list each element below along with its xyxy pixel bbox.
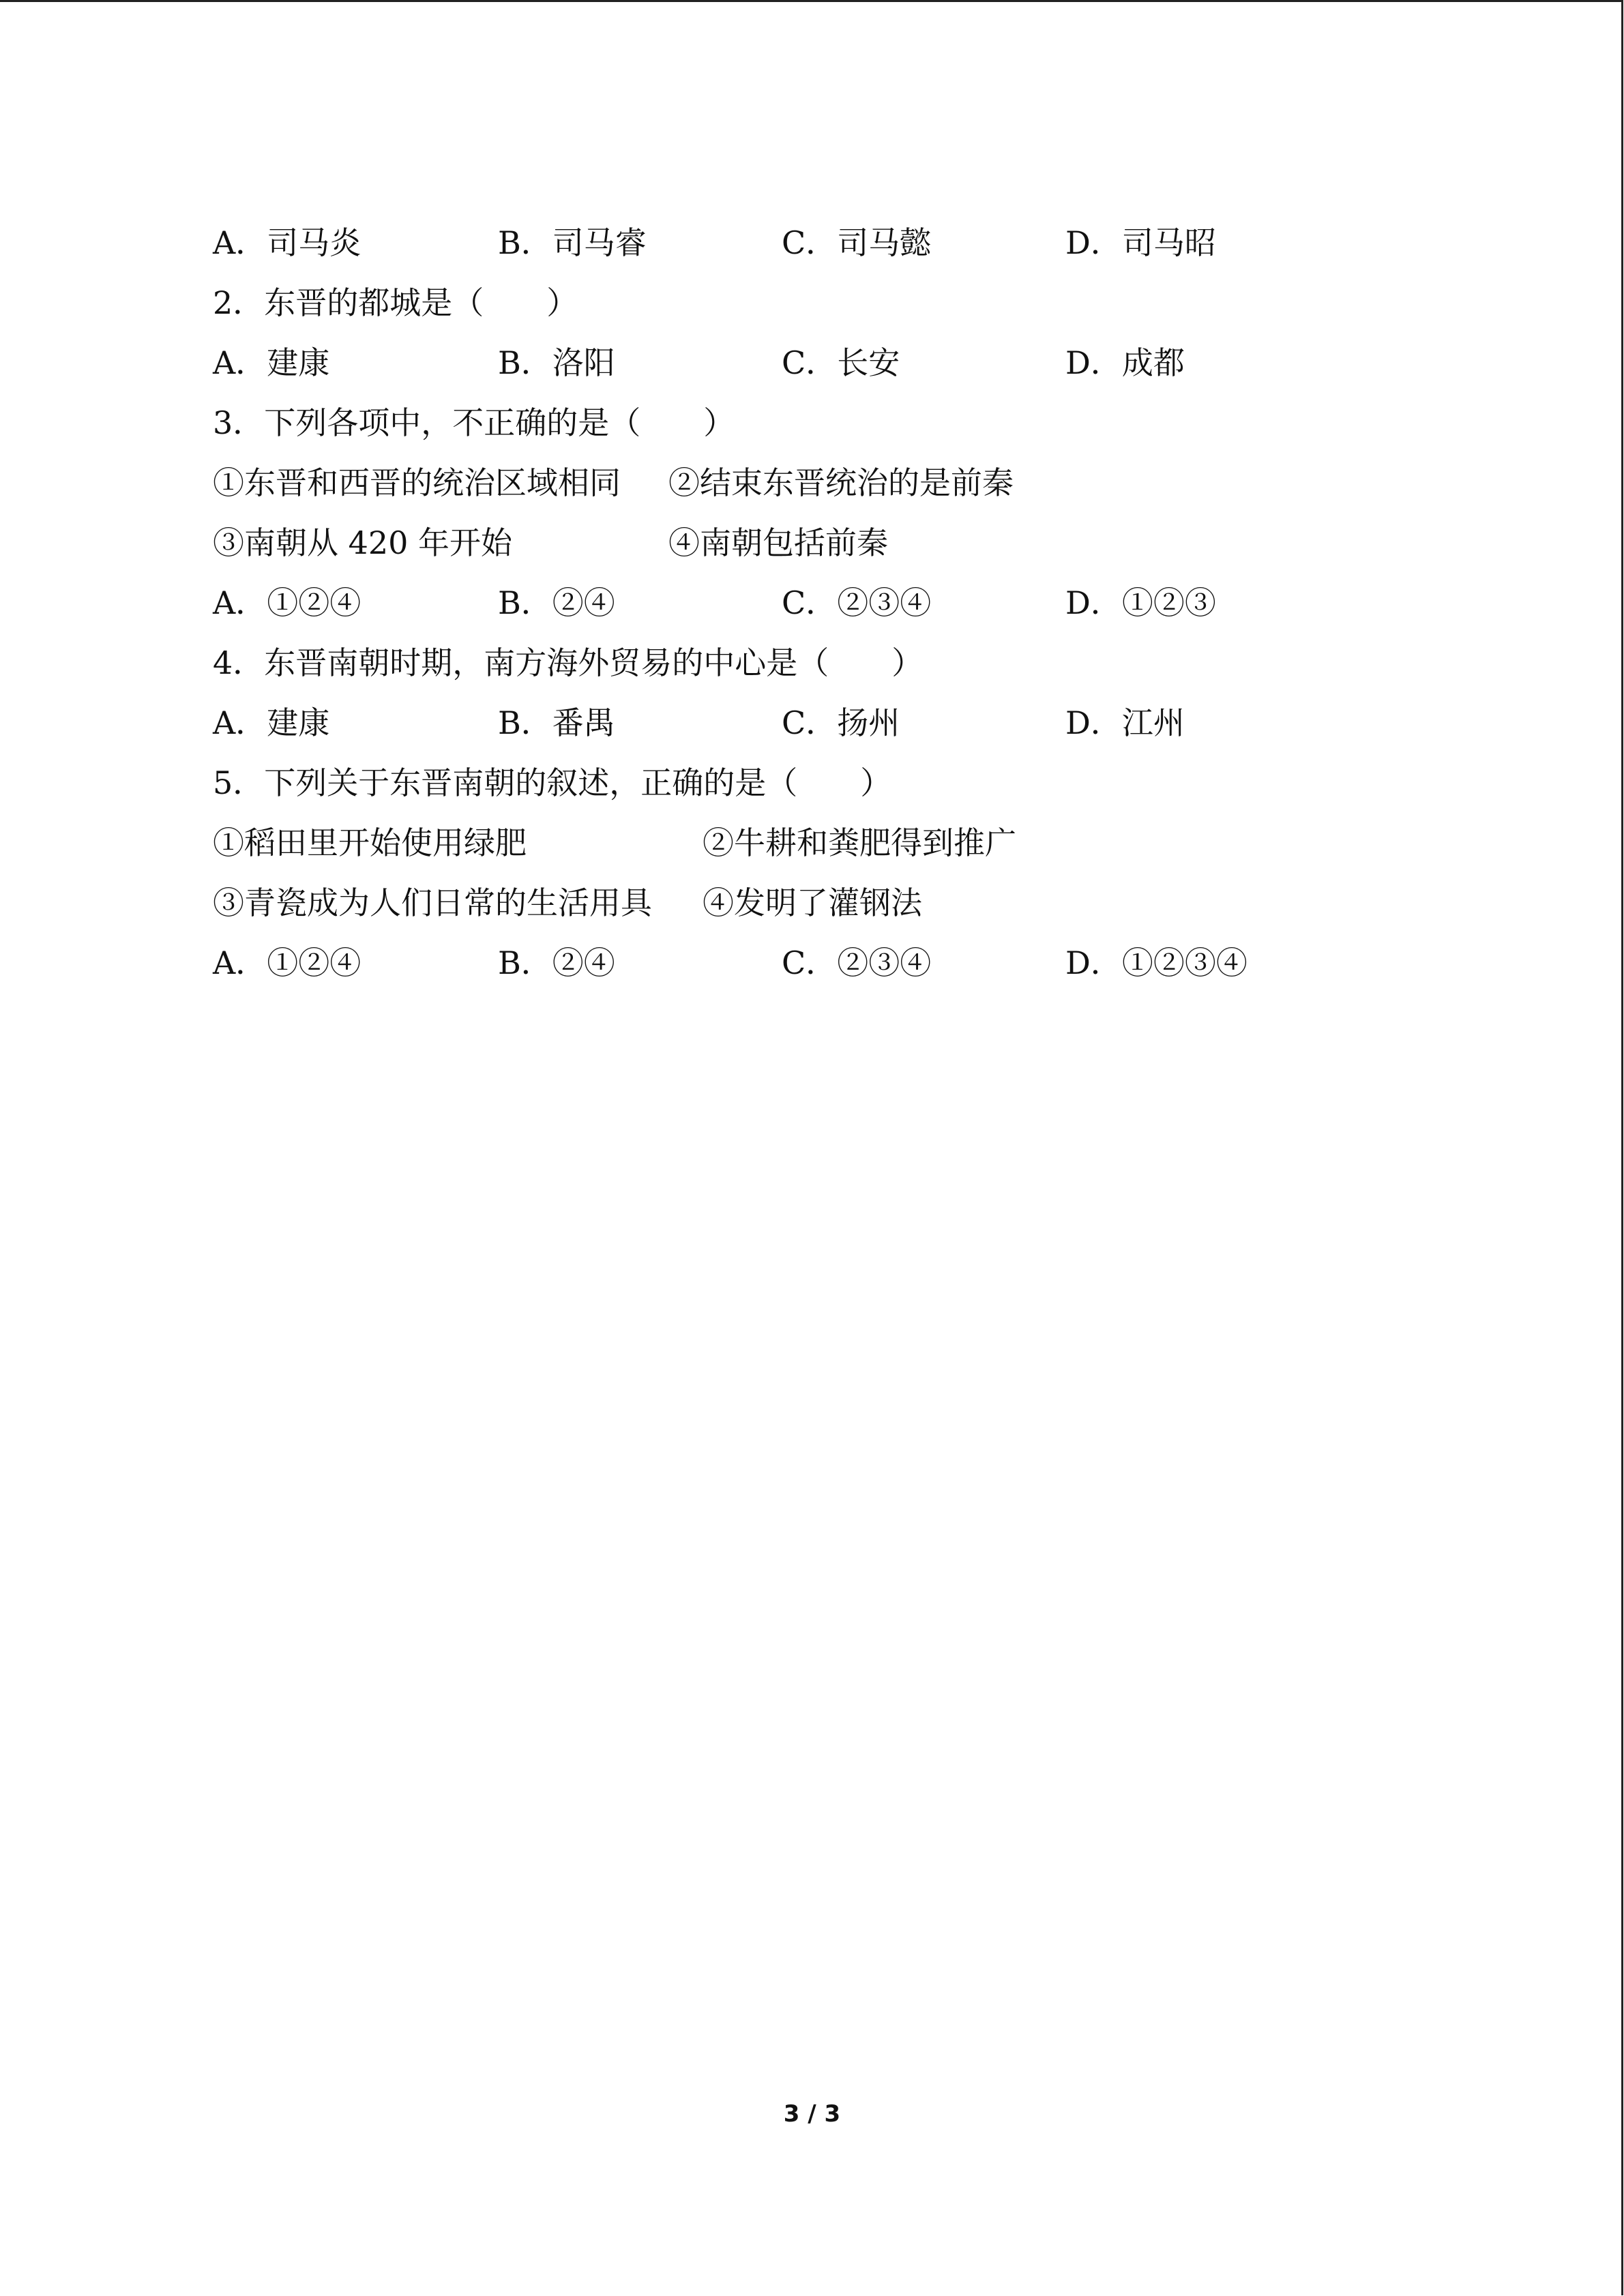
q3-stem: 3．下列各项中，不正确的是（ ） xyxy=(213,404,735,441)
q5-option-d: D．①②③④ xyxy=(1065,944,1247,981)
q1-option-b: B．司马睿 xyxy=(498,224,647,261)
q3-option-d: D．①②③ xyxy=(1065,584,1216,621)
q5-items-row-2 xyxy=(213,873,1441,933)
q5-items-row-1 xyxy=(213,813,1441,873)
q5-item-4: ④发明了灌钢法 xyxy=(703,884,922,921)
q5-item-3: ③青瓷成为人们日常的生活用具 xyxy=(213,884,652,921)
q3-items-row-1 xyxy=(213,453,1441,513)
q3-option-a: A．①②④ xyxy=(213,584,361,621)
q3-item-1: ①东晋和西晋的统治区域相同 xyxy=(213,464,621,501)
page-number: 3 / 3 xyxy=(783,2100,841,2128)
q3-option-c: C．②③④ xyxy=(782,584,932,621)
q5-options-row xyxy=(213,933,1441,993)
q3-options-row xyxy=(213,573,1441,633)
q4-option-d: D．江州 xyxy=(1065,704,1185,741)
q5-item-2: ②牛耕和粪肥得到推广 xyxy=(703,824,1016,861)
q5-stem: 5．下列关于东晋南朝的叙述，正确的是（ ） xyxy=(213,764,892,801)
question-content xyxy=(213,213,1441,993)
q2-option-a: A．建康 xyxy=(213,344,330,381)
q4-options-row xyxy=(213,693,1441,753)
q1-option-c: C．司马懿 xyxy=(782,224,932,261)
q5-option-b: B．②④ xyxy=(498,944,615,981)
q5-option-a: A．①②④ xyxy=(213,944,361,981)
q4-option-a: A．建康 xyxy=(213,704,330,741)
q2-options-row xyxy=(213,333,1441,393)
q3-item-4: ④南朝包括前秦 xyxy=(668,524,888,561)
q4-option-b: B．番禺 xyxy=(498,704,615,741)
q3-item-2: ②结束东晋统治的是前秦 xyxy=(668,464,1014,501)
q5-option-c: C．②③④ xyxy=(782,944,932,981)
q4-stem: 4．东晋南朝时期，南方海外贸易的中心是（ ） xyxy=(213,644,924,681)
q3-item-3: ③南朝从 420 年开始 xyxy=(213,524,513,561)
q5-item-1: ①稻田里开始使用绿肥 xyxy=(213,824,527,861)
q1-options-row xyxy=(213,213,1441,273)
q1-option-a: A．司马炎 xyxy=(213,224,361,261)
q2-option-c: C．长安 xyxy=(782,344,900,381)
q2-option-d: D．成都 xyxy=(1065,344,1185,381)
q2-stem: 2．东晋的都城是（ ） xyxy=(213,284,578,321)
q4-option-c: C．扬州 xyxy=(782,704,900,741)
q3-option-b: B．②④ xyxy=(498,584,615,621)
q3-items-row-2 xyxy=(213,513,1441,573)
q1-option-d: D．司马昭 xyxy=(1065,224,1216,261)
q2-option-b: B．洛阳 xyxy=(498,344,615,381)
